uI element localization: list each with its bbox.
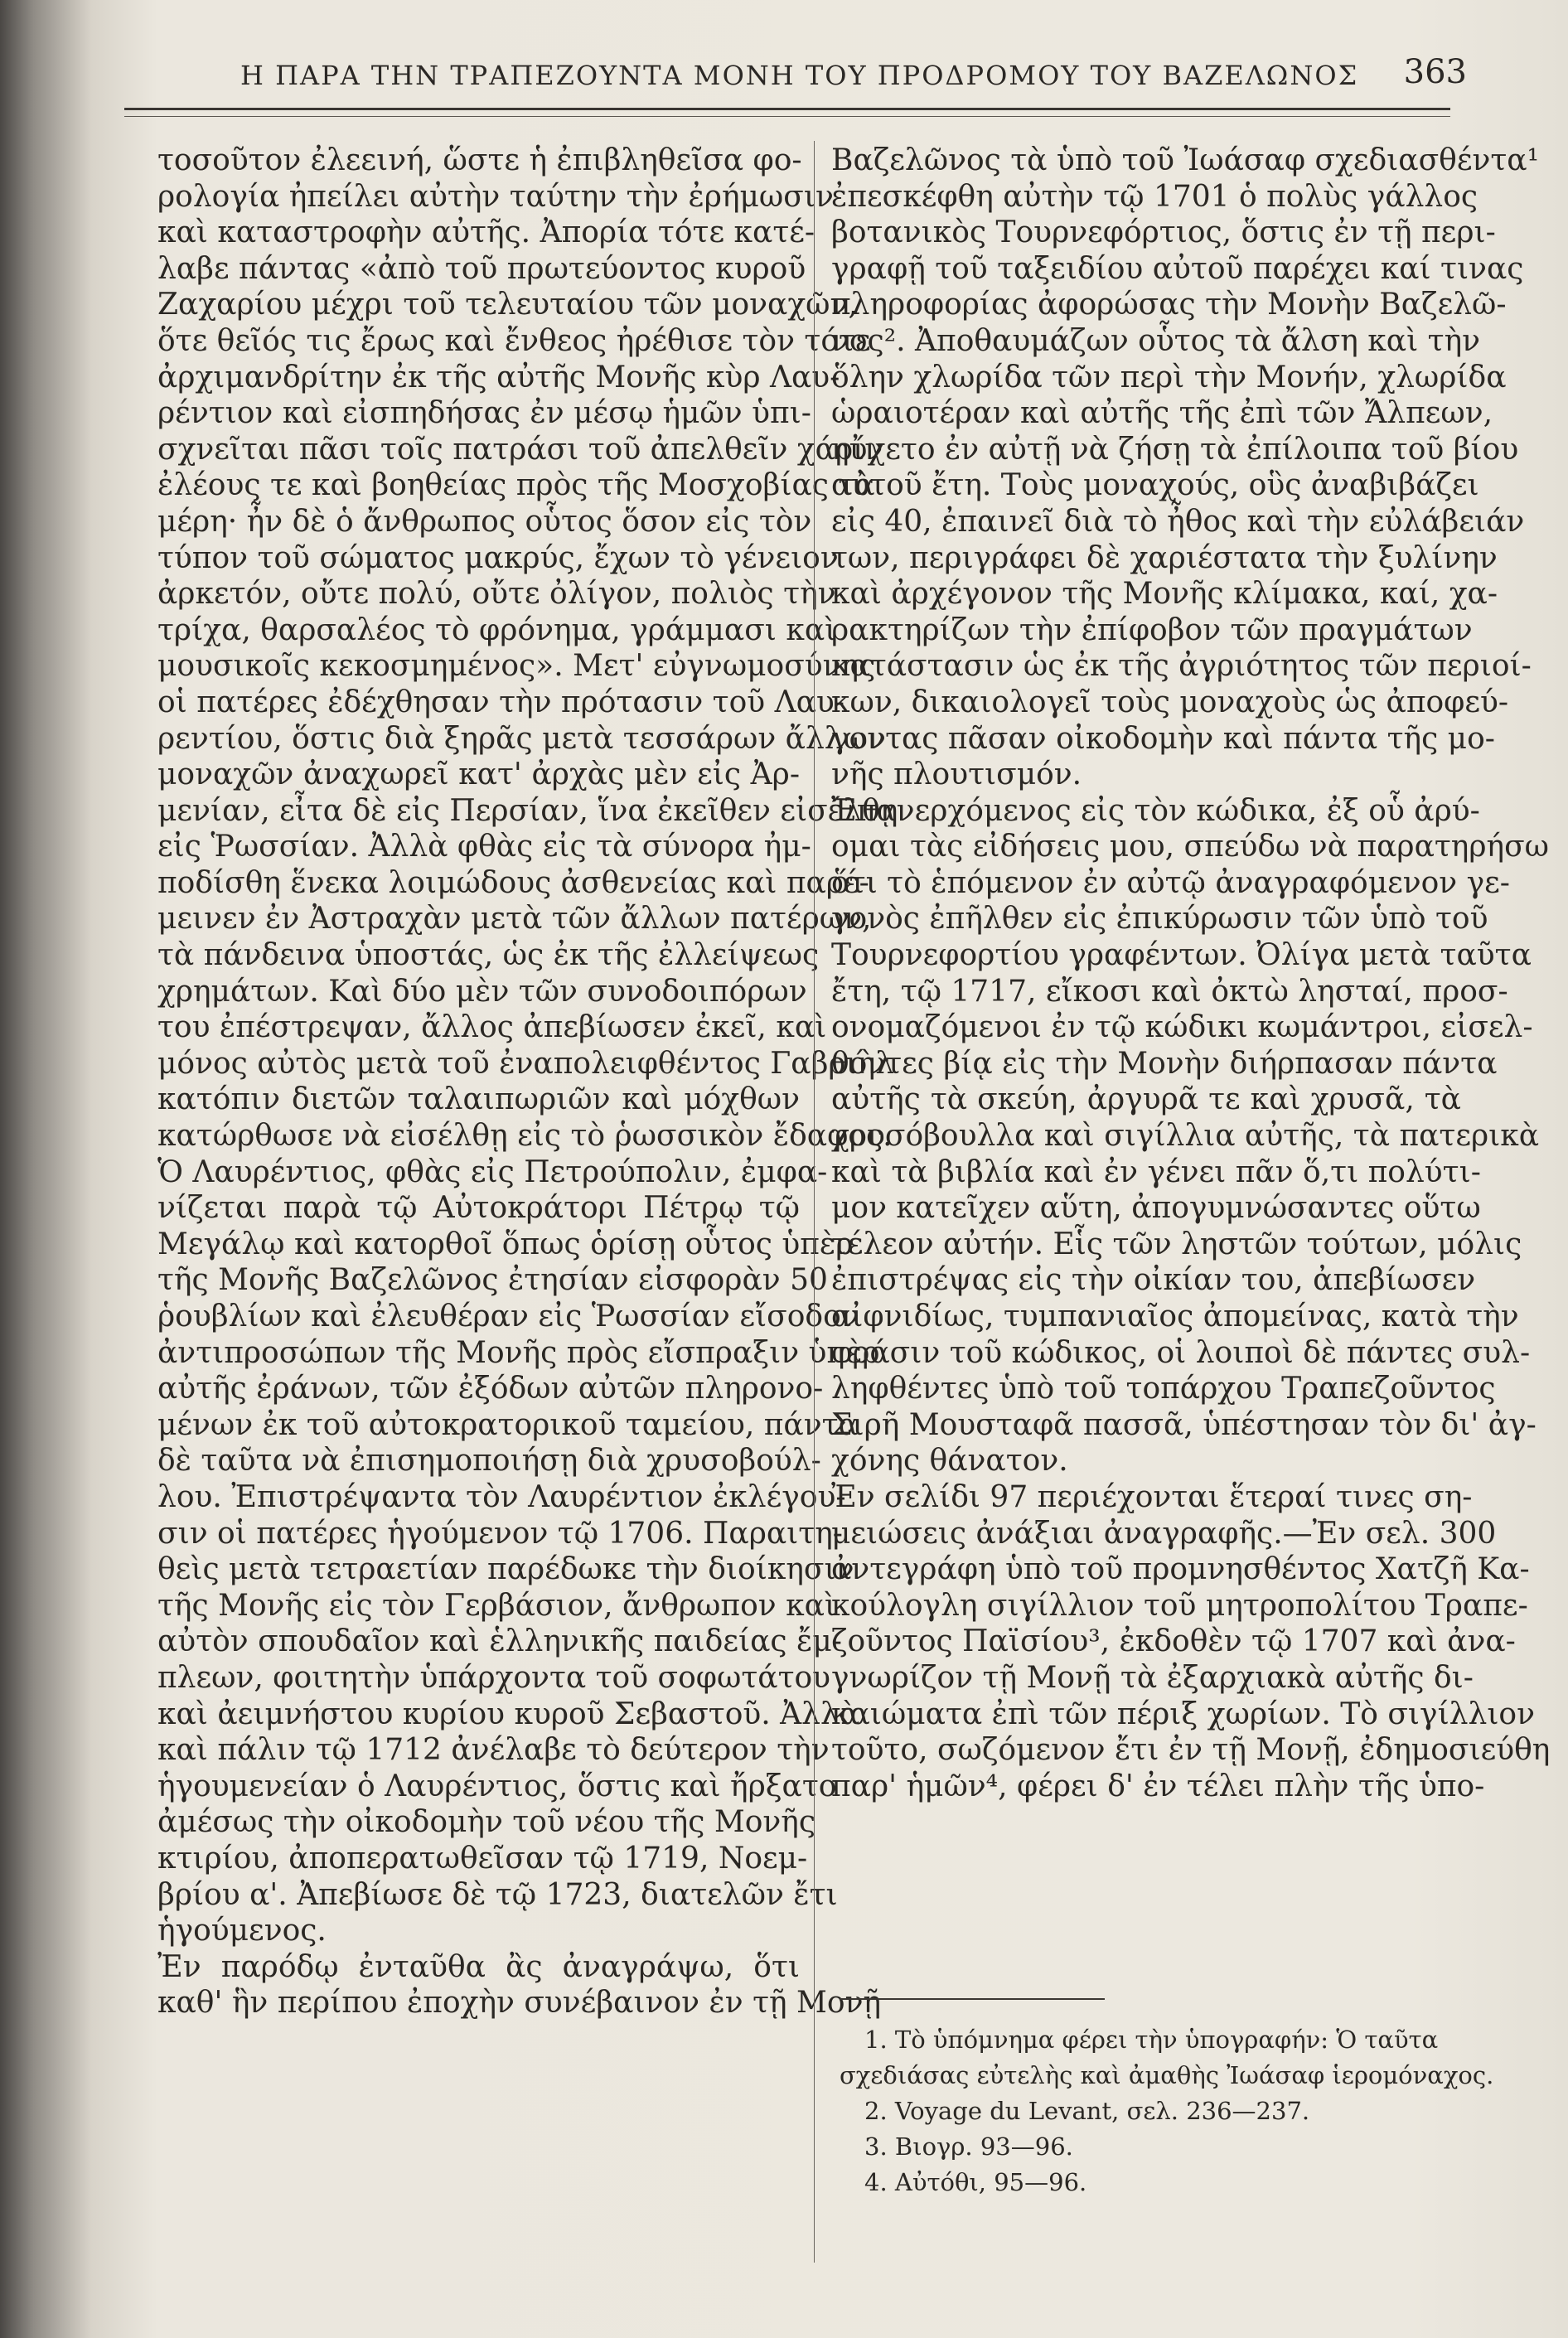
left-column-line: ἀρχιμανδρίτην ἐκ τῆς αὐτῆς Μονῆς κὺρ Λαυ- bbox=[157, 360, 840, 395]
left-column-line: μενίαν, εἶτα δὲ εἰς Περσίαν, ἵνα ἐκεῖθεν εἰσέλθῃ bbox=[157, 793, 898, 828]
right-column-line: ἐπιστρέψας εἰς τὴν οἰκίαν του, ἀπεβίωσεν bbox=[831, 1263, 1476, 1298]
footnote-line: 1. Τὸ ὑπόμνημα φέρει τὴν ὑπογραφήν: Ὁ ταῦτα bbox=[864, 2026, 1439, 2054]
left-column-line: ρέντιον καὶ εἰσπηδήσας ἐν μέσῳ ἡμῶν ὑπι- bbox=[157, 396, 811, 431]
right-column-line: τοῦτο, σωζόμενον ἔτι ἐν τῇ Μονῇ, ἐδημοσιεύθη bbox=[831, 1733, 1551, 1768]
right-column-line: θόντες βίᾳ εἰς τὴν Μονὴν διήρπασαν πάντα bbox=[831, 1046, 1498, 1081]
right-column-line: πληροφορίας ἀφορώσας τὴν Μονὴν Βαζελῶ- bbox=[831, 288, 1507, 322]
right-column-line: κούλογλη σιγίλλιον τοῦ μητροπολίτου Τραπε- bbox=[831, 1588, 1528, 1623]
left-column-line: ἀμέσως τὴν οἰκοδομὴν τοῦ νέου τῆς Μονῆς bbox=[157, 1805, 816, 1840]
left-column-line: ἡγούμενος. bbox=[157, 1914, 327, 1948]
left-column-line: Μεγάλῳ καὶ κατορθοῖ ὅπως ὁρίσῃ οὗτος ὑπὲρ bbox=[157, 1227, 854, 1261]
right-column-line: Ἐπανερχόμενος εἰς τὸν κώδικα, ἐξ οὗ ἀρύ- bbox=[831, 793, 1480, 828]
left-column-line: σιν οἱ πατέρες ἡγούμενον τῷ 1706. Παραιτη- bbox=[157, 1516, 843, 1551]
column-divider bbox=[814, 141, 815, 2263]
left-column-line: θεὶς μετὰ τετραετίαν παρέδωκε τὴν διοίκησιν bbox=[157, 1552, 854, 1587]
left-column-line: του ἐπέστρεψαν, ἄλλος ἀπεβίωσεν ἐκεῖ, καὶ bbox=[157, 1010, 827, 1045]
right-column-line: Σιρῆ Μουσταφᾶ πασσᾶ, ὑπέστησαν τὸν δι' ἀγ- bbox=[831, 1407, 1537, 1442]
left-column-line: τοσοῦτον ἐλεεινή, ὥστε ἡ ἐπιβληθεῖσα φο- bbox=[157, 143, 802, 177]
right-column-line: ὅλην χλωρίδα τῶν περὶ τὴν Μονήν, χλωρίδα bbox=[831, 360, 1507, 395]
header-rule-thin bbox=[124, 116, 1450, 117]
left-column-line: ὅτε θεῖός τις ἔρως καὶ ἔνθεος ἠρέθισε τὸν τότε bbox=[157, 323, 871, 358]
left-column-line: σχνεῖται πᾶσι τοῖς πατράσι τοῦ ἀπελθεῖν χάριν bbox=[157, 432, 883, 467]
right-column-line: μον κατεῖχεν αὕτη, ἀπογυμνώσαντες οὕτω bbox=[831, 1191, 1481, 1226]
right-column-line: ρακτηρίζων τὴν ἐπίφοβον τῶν πραγμάτων bbox=[831, 612, 1473, 647]
right-column-line: ὅτι τὸ ἑπόμενον ἐν αὐτῷ ἀναγραφόμενον γε- bbox=[831, 865, 1510, 900]
footnote-line: 2. Voyage du Levant, σελ. 236—237. bbox=[864, 2097, 1310, 2125]
header-rule bbox=[124, 108, 1450, 110]
footnote-line: 3. Βιογρ. 93—96. bbox=[864, 2132, 1073, 2161]
left-column-line: δὲ ταῦτα νὰ ἐπισημοποιήσῃ διὰ χρυσοβούλ- bbox=[157, 1444, 821, 1479]
right-column-line: αἰφνιδίως, τυμπανιαῖος ἀπομείνας, κατὰ τὴν bbox=[831, 1300, 1519, 1334]
left-column-line: τῆς Μονῆς Βαζελῶνος ἐτησίαν εἰσφορὰν 50 bbox=[157, 1263, 828, 1298]
right-column-line: των, περιγράφει δὲ χαριέστατα τὴν ξυλίνην bbox=[831, 540, 1498, 575]
right-column-line: γονὸς ἐπῆλθεν εἰς ἐπικύρωσιν τῶν ὑπὸ τοῦ bbox=[831, 902, 1488, 937]
right-column-line: ομαι τὰς εἰδήσεις μου, σπεύδω νὰ παρατηρήσω bbox=[831, 830, 1550, 864]
left-column-line: ἡγουμενείαν ὁ Λαυρέντιος, ὅστις καὶ ἤρξατο bbox=[157, 1769, 837, 1803]
right-column-line: τέλεον αὐτήν. Εἷς τῶν ληστῶν τούτων, μόλις bbox=[831, 1227, 1522, 1261]
right-column-line: χόνης θάνατον. bbox=[831, 1444, 1068, 1479]
right-column-line: ἀντεγράφη ὑπὸ τοῦ προμνησθέντος Χατζῆ Κα- bbox=[831, 1552, 1530, 1587]
left-column-line: πλεων, φοιτητὴν ὑπάρχοντα τοῦ σοφωτάτου bbox=[157, 1660, 831, 1695]
footnote-rule bbox=[840, 1998, 1105, 2000]
right-column-line: καιώματα ἐπὶ τῶν πέριξ χωρίων. Τὸ σιγίλλιον bbox=[831, 1697, 1535, 1731]
left-column-line: τὰ πάνδεινα ὑποστάς, ὡς ἐκ τῆς ἐλλείψεως bbox=[157, 938, 820, 973]
left-column-line: χρημάτων. Καὶ δύο μὲν τῶν συνοδοιπόρων bbox=[157, 974, 807, 1009]
right-column-line: Βαζελῶνος τὰ ὑπὸ τοῦ Ἰωάσαφ σχεδιασθέντα¹ bbox=[831, 143, 1540, 177]
left-column-line: κατώρθωσε νὰ εἰσέλθῃ εἰς τὸ ῥωσσικὸν ἔδαφος. bbox=[157, 1119, 893, 1154]
left-column-line: ρολογία ἠπείλει αὐτὴν ταύτην τὴν ἐρήμωσιν bbox=[157, 179, 834, 214]
right-column-line: αὐτοῦ ἔτη. Τοὺς μοναχούς, οὓς ἀναβιβάζει bbox=[831, 468, 1479, 503]
left-column-line: λου. Ἐπιστρέψαντα τὸν Λαυρέντιον ἐκλέγου- bbox=[157, 1479, 846, 1514]
right-column-line: Τουρνεφορτίου γραφέντων. Ὀλίγα μετὰ ταῦτα bbox=[831, 938, 1532, 973]
left-column-line: Ἐν παρόδῳ ἐνταῦθα ἂς ἀναγράψω, ὅτι bbox=[157, 1949, 800, 1984]
right-column-line: ἐπεσκέφθη αὐτὴν τῷ 1701 ὁ πολὺς γάλλος bbox=[831, 179, 1478, 214]
footnote-line: σχεδιάσας εὐτελὴς καὶ ἀμαθὴς Ἰωάσαφ ἱερομόναχος. bbox=[840, 2061, 1494, 2089]
left-column-line: κτιρίου, ἀποπερατωθεῖσαν τῷ 1719, Νοεμ- bbox=[157, 1841, 808, 1876]
left-column-line: ρεντίου, ὅστις διὰ ξηρᾶς μετὰ τεσσάρων ἄλλων bbox=[157, 721, 886, 756]
left-column-line: ἐλέους τε καὶ βοηθείας πρὸς τῆς Μοσχοβίας τὰ bbox=[157, 468, 875, 503]
right-column-line: ηὔχετο ἐν αὐτῇ νὰ ζήσῃ τὰ ἐπίλοιπα τοῦ βίου bbox=[831, 432, 1519, 467]
left-column-line: τρίχα, θαρσαλέος τὸ φρόνημα, γράμμασι καὶ bbox=[157, 612, 837, 647]
right-column-line: αὐτῆς τὰ σκεύη, ἀργυρᾶ τε καὶ χρυσᾶ, τὰ bbox=[831, 1082, 1461, 1117]
left-column-line: τῆς Μονῆς εἰς τὸν Γερβάσιον, ἄνθρωπον καὶ bbox=[157, 1588, 836, 1623]
left-column-line: Ὁ Λαυρέντιος, φθὰς εἰς Πετρούπολιν, ἐμφα- bbox=[157, 1154, 828, 1189]
right-column-line: Ἐν σελίδι 97 περιέχονται ἕτεραί τινες ση- bbox=[831, 1479, 1473, 1514]
left-column-line: κατόπιν διετῶν ταλαιπωριῶν καὶ μόχθων bbox=[157, 1082, 800, 1117]
right-column-line: καὶ τὰ βιβλία καὶ ἐν γένει πᾶν ὅ,τι πολύτι- bbox=[831, 1154, 1481, 1189]
left-column-line: τύπον τοῦ σώματος μακρύς, ἔχων τὸ γένειον bbox=[157, 540, 839, 575]
left-column-line: νίζεται παρὰ τῷ Αὐτοκράτορι Πέτρῳ τῷ bbox=[157, 1191, 800, 1226]
left-column bbox=[157, 143, 898, 2021]
right-column-line: ζοῦντος Παϊσίου³, ἐκδοθὲν τῷ 1707 καὶ ἀνα- bbox=[831, 1624, 1516, 1659]
right-column-line: ονομαζόμενοι ἐν τῷ κώδικι κωμάντροι, εἰσελ- bbox=[831, 1010, 1533, 1045]
right-column-line: φράσιν τοῦ κώδικος, οἱ λοιποὶ δὲ πάντες συλ- bbox=[831, 1335, 1531, 1370]
left-column-line: ῥουβλίων καὶ ἐλευθέραν εἰς Ῥωσσίαν εἴσοδον bbox=[157, 1300, 859, 1334]
left-column-line: λαβε πάντας «ἀπὸ τοῦ πρωτεύοντος κυροῦ bbox=[157, 251, 806, 286]
right-column-line: κων, δικαιολογεῖ τοὺς μοναχοὺς ὡς ἀποφεύ- bbox=[831, 685, 1509, 719]
left-column-line: ἀντιπροσώπων τῆς Μονῆς πρὸς εἴσπραξιν ὑπὲρ bbox=[157, 1335, 880, 1370]
right-column-line: ὡραιοτέραν καὶ αὐτῆς τῆς ἐπὶ τῶν Ἄλπεων, bbox=[831, 396, 1493, 431]
right-column-line: νος². Ἀποθαυμάζων οὗτος τὰ ἄλση καὶ τὴν bbox=[831, 323, 1481, 358]
left-column-line: μουσικοῖς κεκοσμημένος». Μετ' εὐγνωμοσύνης bbox=[157, 649, 876, 684]
left-column-line: καὶ ἀειμνήστου κυρίου κυροῦ Σεβαστοῦ. Ἀλλὰ bbox=[157, 1697, 860, 1731]
left-column-line: αὐτῆς ἐράνων, τῶν ἐξόδων αὐτῶν πληρονο- bbox=[157, 1372, 824, 1406]
left-column-line: αὐτὸν σπουδαῖον καὶ ἑλληνικῆς παιδείας ἔμ- bbox=[157, 1624, 842, 1659]
right-column-line: βοτανικὸς Τουρνεφόρτιος, ὅστις ἐν τῇ περι- bbox=[831, 215, 1496, 250]
right-column-line: γοντας πᾶσαν οἰκοδομὴν καὶ πάντα τῆς μο- bbox=[831, 721, 1495, 756]
left-column-line: καὶ καταστροφὴν αὐτῆς. Ἀπορία τότε κατέ- bbox=[157, 215, 815, 250]
left-column-line: μέρη· ἦν δὲ ὁ ἄνθρωπος οὗτος ὅσον εἰς τὸν bbox=[157, 504, 812, 539]
right-column-line: ἔτη, τῷ 1717, εἴκοσι καὶ ὀκτὼ λησταί, προσ- bbox=[831, 974, 1508, 1009]
left-column-line: Ζαχαρίου μέχρι τοῦ τελευταίου τῶν μοναχῶν, bbox=[157, 288, 858, 322]
footnote-line: 4. Αὐτόθι, 95—96. bbox=[864, 2168, 1087, 2196]
right-column-line: χρυσόβουλλα καὶ σιγίλλια αὐτῆς, τὰ πατερικὰ bbox=[831, 1119, 1540, 1154]
left-column-line: εἰς Ῥωσσίαν. Ἀλλὰ φθὰς εἰς τὰ σύνορα ἠμ- bbox=[157, 830, 811, 864]
right-column-line: νῆς πλουτισμόν. bbox=[831, 758, 1082, 792]
left-column-line: ποδίσθη ἕνεκα λοιμώδους ἀσθενείας καὶ παρέ- bbox=[157, 865, 869, 900]
right-column-line: ληφθέντες ὑπὸ τοῦ τοπάρχου Τραπεζοῦντος bbox=[831, 1372, 1496, 1406]
left-column-line: ἀρκετόν, οὔτε πολύ, οὔτε ὀλίγον, πολιὸς τὴν bbox=[157, 577, 836, 612]
footnotes bbox=[840, 2022, 1494, 2200]
left-column-line: μεινεν ἐν Ἀστραχὰν μετὰ τῶν ἄλλων πατέρων, bbox=[157, 902, 872, 937]
running-head: Η ΠΑΡΑ ΤΗΝ ΤΡΑΠΕΖΟΥΝΤΑ ΜΟΝΗ ΤΟΥ ΠΡΟΔΡΟΜΟΥ ΤΟΥ ΒΑΖΕΛΩΝΟΣ bbox=[240, 60, 1359, 91]
left-column-line: μόνος αὐτὸς μετὰ τοῦ ἐναπολειφθέντος Γαβριὴλ bbox=[157, 1046, 895, 1081]
left-column-line: καθ' ἣν περίπου ἐποχὴν συνέβαινον ἐν τῇ Μονῇ bbox=[157, 1986, 882, 2021]
right-column-line: γνωρίζον τῇ Μονῇ τὰ ἐξαρχιακὰ αὐτῆς δι- bbox=[831, 1660, 1474, 1695]
left-column-line: καὶ πάλιν τῷ 1712 ἀνέλαβε τὸ δεύτερον τὴν bbox=[157, 1733, 830, 1768]
right-column bbox=[831, 143, 1551, 1804]
right-column-line: μειώσεις ἀνάξιαι ἀναγραφῆς.—Ἐν σελ. 300 bbox=[831, 1516, 1497, 1551]
right-column-line: παρ' ἡμῶν⁴, φέρει δ' ἐν τέλει πλὴν τῆς ὑπο- bbox=[831, 1769, 1485, 1803]
right-column-line: εἰς 40, ἐπαινεῖ διὰ τὸ ἦθος καὶ τὴν εὐλάβειάν bbox=[831, 504, 1525, 539]
left-column-line: μοναχῶν ἀναχωρεῖ κατ' ἀρχὰς μὲν εἰς Ἀρ- bbox=[157, 758, 800, 792]
left-column-line: οἱ πατέρες ἐδέχθησαν τὴν πρότασιν τοῦ Λαυ- bbox=[157, 685, 844, 719]
left-column-line: βρίου α'. Ἀπεβίωσε δὲ τῷ 1723, διατελῶν ἔτι bbox=[157, 1877, 838, 1912]
page-number: 363 bbox=[1403, 53, 1467, 91]
right-column-line: γραφῇ τοῦ ταξειδίου αὐτοῦ παρέχει καί τινας bbox=[831, 251, 1524, 286]
left-column-line: μένων ἐκ τοῦ αὐτοκρατορικοῦ ταμείου, πάντα bbox=[157, 1407, 859, 1442]
right-column-line: καὶ ἀρχέγονον τῆς Μονῆς κλίμακα, καί, χα- bbox=[831, 577, 1498, 612]
right-column-line: κατάστασιν ὡς ἐκ τῆς ἀγριότητος τῶν περιοί- bbox=[831, 649, 1532, 684]
page-header bbox=[199, 51, 1475, 101]
